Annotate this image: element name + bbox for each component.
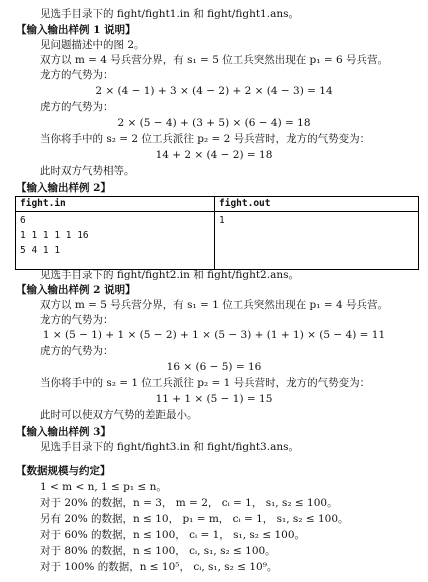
text-line: 龙方的气势为：	[40, 314, 114, 326]
constraint-line: 另有 20% 的数据，n ≤ 10， p₁ = m， cᵢ = 1， s₁, s₂ ≤ 100。	[40, 513, 349, 525]
constraint-line: 1 < m < n, 1 ≤ p₁ ≤ n。	[40, 481, 167, 493]
table-cell-in	[16, 212, 215, 270]
text-line: 当你将手中的 s₂ = 2 位工兵派往 p₂ = 2 号兵营时，龙方的气势变为：	[40, 133, 371, 145]
out-line: 1	[219, 215, 225, 226]
formula-line: 1 × (5 − 1) + 1 × (5 − 2) + 1 × (5 − 3) + (1 + 1) × (5 − 4) = 11	[42, 329, 386, 341]
in-line: 5 4 1 1	[20, 245, 61, 256]
text-line: 此时可以使双方气势的差距最小。	[40, 409, 198, 421]
table-cell-out	[215, 212, 419, 270]
formula-line: 2 × (5 − 4) + (3 + 5) × (6 − 4) = 18	[117, 117, 311, 129]
text-line: 双方以 m = 4 号兵营分界，有 s₁ = 5 位工兵突然出现在 p₁ = 6 号兵营。	[40, 54, 388, 66]
sample1-files-text: 见选手目录下的 fight/fight1.in 和 fight/fight1.ans。	[40, 8, 299, 20]
text-line: 虎方的气势为：	[40, 345, 114, 357]
text-line: 此时双方气势相等。	[40, 165, 135, 177]
text-line: 龙方的气势为：	[40, 69, 114, 81]
sample1-explain-heading: 【输入输出样例 1 说明】	[16, 24, 136, 36]
sample2-table	[15, 196, 419, 270]
constraint-line: 对于 80% 的数据，n ≤ 100， cᵢ, s₁, s₂ ≤ 100。	[40, 545, 276, 557]
sample2-heading: 【输入输出样例 2】	[16, 182, 111, 194]
constraint-line: 对于 60% 的数据，n ≤ 100， cᵢ = 1， s₁, s₂ ≤ 100。	[40, 529, 305, 541]
table-header-out: fight.out	[215, 197, 419, 212]
table-header-in: fight.in	[16, 197, 215, 212]
sample2-explain-heading: 【输入输出样例 2 说明】	[16, 284, 136, 296]
formula-line: 2 × (4 − 1) + 3 × (4 − 2) + 2 × (4 − 3) = 14	[95, 85, 333, 97]
constraints-heading: 【数据规模与约定】	[16, 465, 111, 477]
sample3-heading: 【输入输出样例 3】	[16, 426, 111, 438]
formula-line: 16 × (6 − 5) = 16	[166, 361, 262, 373]
in-line: 1 1 1 1 1 16	[20, 230, 89, 241]
formula-line: 14 + 2 × (4 − 2) = 18	[155, 149, 273, 161]
in-line: 6	[20, 215, 26, 226]
text-line: 当你将手中的 s₂ = 1 位工兵派往 p₂ = 1 号兵营时，龙方的气势变为：	[40, 377, 371, 389]
sample2-files-text: 见选手目录下的 fight/fight2.in 和 fight/fight2.ans。	[40, 269, 299, 281]
text-line: 双方以 m = 5 号兵营分界，有 s₁ = 1 位工兵突然出现在 p₁ = 4 号兵营。	[40, 299, 388, 311]
text-line: 虎方的气势为：	[40, 101, 114, 113]
sample3-files-text: 见选手目录下的 fight/fight3.in 和 fight/fight3.ans。	[40, 441, 299, 453]
text-line: 见问题描述中的图 2。	[40, 39, 145, 51]
formula-line: 11 + 1 × (5 − 1) = 15	[155, 393, 273, 405]
constraint-line: 对于 100% 的数据，n ≤ 10⁵， cᵢ, s₁, s₂ ≤ 10⁹。	[40, 561, 278, 573]
constraint-line: 对于 20% 的数据，n = 3， m = 2， cᵢ = 1， s₁, s₂ ≤ 100。	[40, 497, 338, 509]
